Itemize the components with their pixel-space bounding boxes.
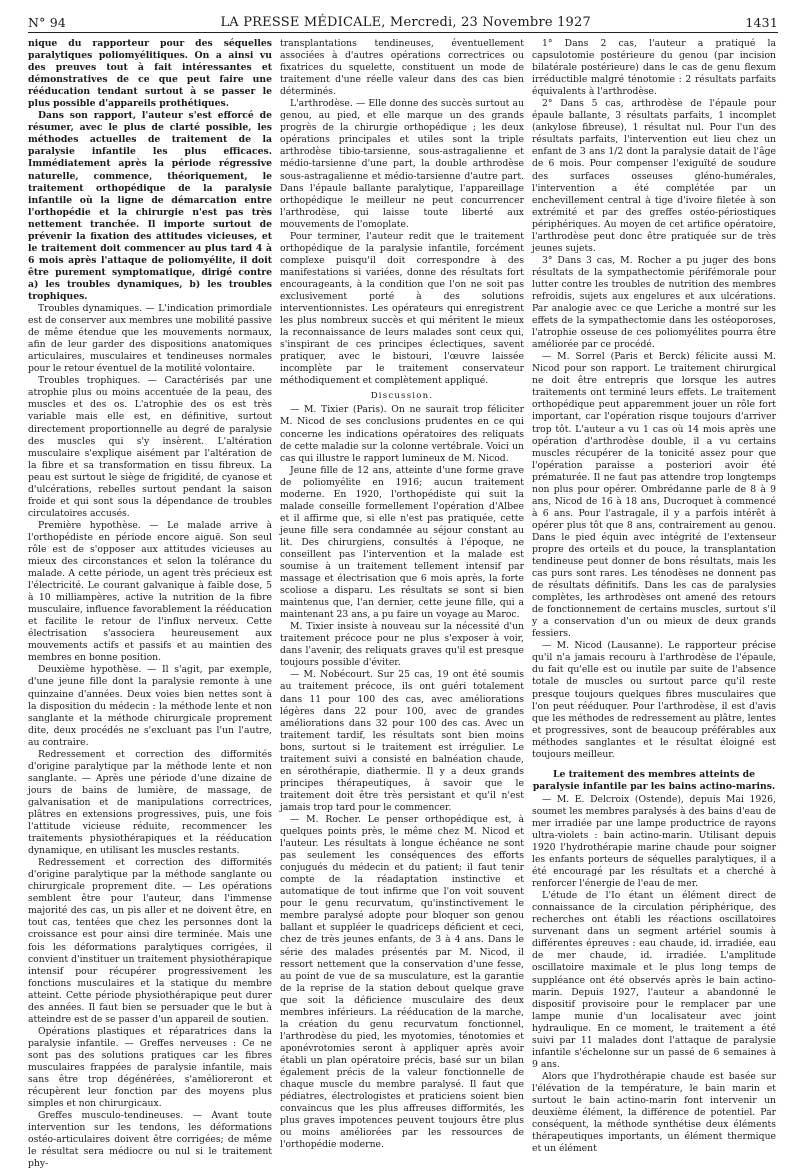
paragraph: — M. Rocher. Le penser orthopédique est, à quelques points près, le même chez M. Nicod et l'auteur. Les résultats à longue échéance ne sont pas seulement les conséquences des efforts conjugués du médecin et du patient; il faut tenir compte de la réadaptation instinctive et automatique de tout infirme que l'on voit souvent pour le genu recurvatum, qu'instinctivement le membre paralysé adopte pour bloquer son genou ballant et suppléer le quadriceps déficient et ceci, chez de très jeunes enfants, de 3 à 4 ans. Dans le série des malades présentés par M. Nicod, il ressort nettement que la conservation d'une fesse, au point de vue de sa musculature, est la garantie de la reprise de la station debout quelque grave que soit la déficience musculaire des deux membres inférieurs. La rééducation de la marche, la création du genu recurvatum fonctionnel, l'arthrodèse du pied, les myotomies, ténotomies et aponévrotomies seront à appliquer après avoir établi un plan opératoire précis, basé sur un bilan également précis de la valeur fonctionnelle de chaque muscle du membre paralysé. Il faut que pédiatres, électrologistes et praticiens soient bien convaincus que les plus affreuses difformités, les plus graves impotences peuvent toujours être plus ou moins améliorées par les ressources de l'orthopédie moderne. [280, 814, 524, 1151]
paragraph: Redressement et correction des difformités d'origine paralytique par la méthode lente et non sanglante. — Après une période d'une dizaine de jours de bains de lumière, de massage, de galvanisation et de manipulations correctrices, plâtres en extensions progressives, puis, une fois l'attitude vicieuse réduite, recommencer les traitements physiothérapiques et la rééducation dynamique, en utilisant les muscles restants. [28, 748, 272, 857]
paragraph: Deuxième hypothèse. — Il s'agit, par exemple, d'une jeune fille dont la paralysie remonte à une quinzaine d'années. Deux voies bien nettes sont à la disposition du médecin : la méthode lente et non sanglante et la méthode chirurgicale proprement dite, deux procédés ne s'excluant pas l'un l'autre, au contraire. [28, 664, 272, 748]
paragraph: Pour terminer, l'auteur redit que le traitement orthopédique de la paralysie infantile, forcément complexe puisqu'il doit correspondre à des manifestations si variées, donne des résultats fort encourageants, à la condition que l'on ne soit pas exclusivement porté à des solutions interventionnistes. Les opérateurs qui enregistrent les plus nombreux succès et qui méritent le mieux la reconnaissance de leurs malades sont ceux qui, s'inspirant de ces principes éclectiques, savent pratiquer, avec le bistouri, l'œuvre laissée incomplète par le traitement conservateur méthodiquement et complètement appliqué. [280, 230, 524, 387]
header-rule [28, 32, 778, 33]
paragraph: L'arthrodèse. — Elle donne des succès surtout au genou, au pied, et elle marque un des grands progrès de la chirurgie orthopédique ; les deux opérations principales et utiles sont la triple arthrodèse tibio-tarsienne, sous-astragalienne et médio-tarsienne d'une part, la double arthrodèse sous-astragalienne et médio-tarsienne d'autre part. Dans l'épaule ballante paralytique, l'appareillage orthopédique le meilleur ne peut concurrencer l'arthrodèse, qui laisse toute liberté aux mouvements de l'omoplate. [280, 98, 524, 230]
paragraph: Le traitement des membres atteints de paralysie infantile par les bains actino-marins. [532, 768, 776, 792]
paragraph: — M. Nobécourt. Sur 25 cas, 19 ont été soumis au traitement précoce, ils ont guéri totalement dans 11 pour 100 des cas, avec améliorations légères dans 22 pour 100, avec de grandes améliorations dans 32 pour 100 des cas. Avec un traitement tardif, les résultats sont bien moins bons, surtout si le traitement est irrégulier. Le traitement suivi a consisté en balnéation chaude, en sérothérapie, diathermie. Il y a deux grands principes thérapeutiques, à savoir que le traitement doit être très persistant et qu'il n'est jamais trop tard pour le commencer. [280, 669, 524, 813]
paragraph: Redressement et correction des difformités d'origine paralytique par la méthode sanglante ou chirurgicale proprement dite. — Les opérations semblent être pour l'auteur, dans l'immense majorité des cas, un pis aller et ne doivent être, en tout cas, tentées que chez les personnes dont la croissance est pour ainsi dire terminée. Mais une fois les déformations paralytiques corrigées, il convient d'instituer un traitement physiothérapique intensif pour récupérer progressivement les fonctions musculaires et la statique du membre atteint. Cette période physiothérapique peut durer des années. Il faut bien se persuader que le but à atteindre est de se passer d'un appareil de soutien. [28, 857, 272, 1025]
journal-title: LA PRESSE MÉDICALE, Mercredi, 23 Novembre 1927 [220, 15, 591, 30]
paragraph: L'étude de l'Io étant un élément direct de connaissance de la circulation périphérique, des recherches ont établi les réactions oscillatoires survenant dans un segment artériel soumis à différentes épreuves : eau chaude, id. irradiée, eau de mer chaude, id. irradiée. L'amplitude oscillatoire maximale et le plus long temps de suppléance ont été observés après le bain actino-marin. Depuis 1927, l'auteur a abandonné le dispositif provisoire pour le remplacer par une lampe munie d'un localisateur avec joint hydraulique. En ce moment, le traitement a été suivi par 11 malades dont l'attaque de paralysie infantile s'échelonne sur un passé de 6 semaines à 9 ans. [532, 890, 776, 1070]
paragraph: Discussion. [370, 391, 434, 402]
paragraph: — M. Tixier (Paris). On ne saurait trop féliciter M. Nicod de ses conclusions prudentes en ce qui concerne les indications opératoires des reliquats de cette maladie sur la colonne vertébrale. Voici un cas qui illustre le rapport lumineux de M. Nicod. [280, 404, 524, 464]
paragraph: M. Tixier insiste à nouveau sur la nécessité d'un traitement précoce pour ne plus s'exposer à voir, dans l'avenir, des reliquats graves qu'il est presque toujours possible d'éviter. [280, 621, 524, 669]
paragraph: Opérations plastiques et réparatrices dans la paralysie infantile. — Greffes nerveuses : Ce ne sont pas des solutions pratiques car les fibres musculaires frappées de paralysie infantile, mais sans être trop dégénérées, s'amélioreront et récupèrent leur fonction par des moyens plus simples et non chirurgicaux. [28, 1025, 272, 1110]
paragraph: Jeune fille de 12 ans, atteinte d'une forme grave de poliomyélite en 1916; aucun traitement moderne. En 1920, l'orthopédiste qui suit la malade conseille formellement l'opération d'Albee et il affirme que, si elle n'est pas pratiquée, cette jeune fille sera condamnée au séjour constant au lit. Des chirurgiens, consultés à l'époque, ne conseillent pas l'intervention et la malade est soumise à un traitement tellement intensif par massage et électrisation que 6 mois après, la forte scoliose a disparu. Les résultats se sont si bien maintenus que, l'an dernier, cette jeune fille, qui a maintenant 23 ans, a pu faire un voyage au Maroc. [280, 464, 524, 621]
text-column-middle [280, 38, 524, 1151]
paragraph: 3° Dans 3 cas, M. Rocher a pu juger des bons résultats de la sympathectomie périfémorale pour lutter contre les troubles de nutrition des membres refroidis, sujets aux engelures et aux ulcérations. Par analogie avec ce que Leriche a montré sur les effets de la sympathectomie dans les ostéoporoses, l'atrophie osseuse de ces poliomyélites pourra être améliorée par ce procédé. [532, 254, 776, 351]
paragraph: Troubles dynamiques. — L'indication primordiale est de conserver aux membres une mobilité passive de même étendue que les mouvements normaux, afin de leur garder des dispositions anatomiques articulaires, musculaires et tendineuses normales pour le retour éventuel de la motilité volontaire. [28, 303, 272, 375]
paragraph: — M. E. Delcroix (Ostende), depuis Mai 1926, soumet les membres paralysés à des bains d'eau de mer irradiée par une lampe productrice de rayons ultra-violets : bain actino-marin. Utilisant depuis 1920 l'hydrothérapie marine chaude pour soigner les enfants porteurs de séquelles paralytiques, il a été encouragé par les résultats et a cherché à renforcer l'énergie de l'eau de mer. [532, 793, 776, 890]
paragraph: 1° Dans 2 cas, l'auteur a pratiqué la capsulotomie postérieure du genou (par incision bilatérale postérieure) dans le cas de genu flexum irréductible malgré ténotomie : 2 résultats parfaits équivalents à l'arthrodèse. [532, 38, 776, 98]
paragraph: Alors que l'hydrothérapie chaude est basée sur l'élévation de la température, le bain marin et surtout le bain actino-marin font intervenir un deuxième élément, la différence de potentiel. Par conséquent, la méthode synthétise deux éléments thérapeutiques importants, un élément thermique et un élément [532, 1070, 776, 1155]
issue-number: N° 94 [28, 15, 67, 30]
paragraph: Troubles trophiques. — Caractérisés par une atrophie plus ou moins accentuée de la peau, des muscles et des os. L'atrophie des os est très variable mais elle est, en définitive, surtout directement proportionnelle au degré de paralysie des muscles qui s'y insèrent. L'altération musculaire s'explique aisément par l'altération de la fibre et sa transformation en tissu fibreux. La peau est surtout le siège de frigidité, de cyanose et d'ulcérations, rebelles surtout pendant la saison froide et qui sont sous la dépendance de troubles circulatoires accusés. [28, 375, 272, 519]
paragraph: transplantations tendineuses, éventuellement associées à d'autres opérations correctrices ou fixatrices du squelette, constituent un mode de traitement d'une réelle valeur dans des cas bien déterminés. [280, 38, 524, 98]
text-column-right [532, 38, 776, 1155]
paragraph: nique du rapporteur pour des séquelles paralytiques poliomyélitiques. On a ainsi vu des preuves tout à fait intéressantes et démonstratives de ce que peut faire une rééducation tendant surtout à se passer le plus possible d'appareils prothétiques. [28, 38, 272, 110]
paragraph: Greffes musculo-tendineuses. — Avant toute intervention sur les tendons, les déformations ostéo-articulaires doivent être corrigées; de même le résultat sera médiocre ou nul si le traitement phy- [28, 1110, 272, 1170]
paragraph: — M. Nicod (Lausanne). Le rapporteur précise qu'il n'a jamais recouru à l'arthrodèse de l'épaule, du fait qu'elle est ou inutile par suite de l'absence totale de muscles ou surtout parce qu'il reste presque toujours quelques fibres musculaires que l'on peut rééduquer. Pour l'arthrodèse, il est d'avis que les méthodes de redressement au plâtre, lentes et progressives, sont de beaucoup préférables aux méthodes sanglantes et le résultat éloigné est toujours meilleur. [532, 640, 776, 760]
page-header [28, 4, 778, 30]
paragraph: Dans son rapport, l'auteur s'est efforcé de résumer, avec le plus de clarté possible, les méthodes actuelles de traitement de la paralysie infantile les plus efficaces. Immédiatement après la période régressive naturelle, commence, théoriquement, le traitement orthopédique de la paralysie infantile où la ligne de démarcation entre l'orthopédie et la chirurgie n'est pas très nettement tranchée. Il importe surtout de prévenir la fixation des attitudes vicieuses, et le traitement doit commencer au plus tard 4 à 6 mois après l'attaque de poliomyélite, il doit être purement symptomatique, dirigé contre a) les troubles dynamiques, b) les troubles trophiques. [28, 110, 272, 302]
page-number: 1431 [745, 15, 778, 30]
paragraph: — M. Sorrel (Paris et Berck) félicite aussi M. Nicod pour son rapport. Le traitement chirurgical ne doit être entrepris que lorsque les autres traitements ont terminé leurs effets. Le traitement orthopédique peut apparemment jouer un rôle fort important, car l'opération risque toujours d'arriver trop tôt. L'auteur a vu 1 cas où 14 mois après une opération d'arthrodèse double, il a vu certains muscles récupérer de la tonicité assez pour que l'opération paraisse a posteriori avoir été prématurée. Il ne faut pas attendre trop longtemps non plus pour opérer. Ombrédanne parle de 8 à 9 ans, Nicod de 16 à 18 ans, Ducroquet à commencé à 6 ans. Pour l'astragale, il y a parfois intérêt à opérer plus tôt que 8 ans, contrairement au genou. Dans le pied équin avec intégrité de l'extenseur propre des orteils et du pouce, la transplantation tendineuse peut donner de bons résultats, mais les cas purs sont rares. Les ténodèses ne donnent pas de résultats définitifs. Dans les cas de paralysies complètes, les arthrodèses ont amené des retours de fonctionnement de certains muscles, surtout s'il y a conservation d'un ou mieux de deux grands fessiers. [532, 351, 776, 640]
paragraph: 2° Dans 5 cas, arthrodèse de l'épaule pour épaule ballante, 3 résultats parfaits, 1 incomplet (ankylose fibreuse), 1 résultat nul. Pour l'un des résultats parfaits, l'intervention eut lieu chez un enfant de 3 ans 1/2 dont la paralysie datait de l'âge de 6 mois. Pour compenser l'exiguïté de soudure des surfaces osseuses gléno-humérales, l'intervention a été complétée par un enchevillement central à tige d'ivoire filetée à son extrémité et par des greffes ostéo-périostiques périphériques. Au moyen de cet artifice opératoire, l'arthrodèse peut donc être pratiquée sur de très jeunes sujets. [532, 98, 776, 254]
paragraph: Première hypothèse. — Le malade arrive à l'orthopédiste en période encore aiguë. Son seul rôle est de s'opposer aux attitudes vicieuses au mieux des circonstances et selon la tolérance du malade. A cette période, un agent très précieux est l'électricité. Le courant galvanique à faible dose, 5 à 10 milliampères, active la nutrition de la fibre musculaire, influence favorablement la rééducation et facilite le retour de l'influx nerveux. Cette électrisation s'associera heureusement aux mouvements actifs et passifs et au maintien des membres en bonne position. [28, 519, 272, 664]
text-column-left [28, 38, 272, 1170]
